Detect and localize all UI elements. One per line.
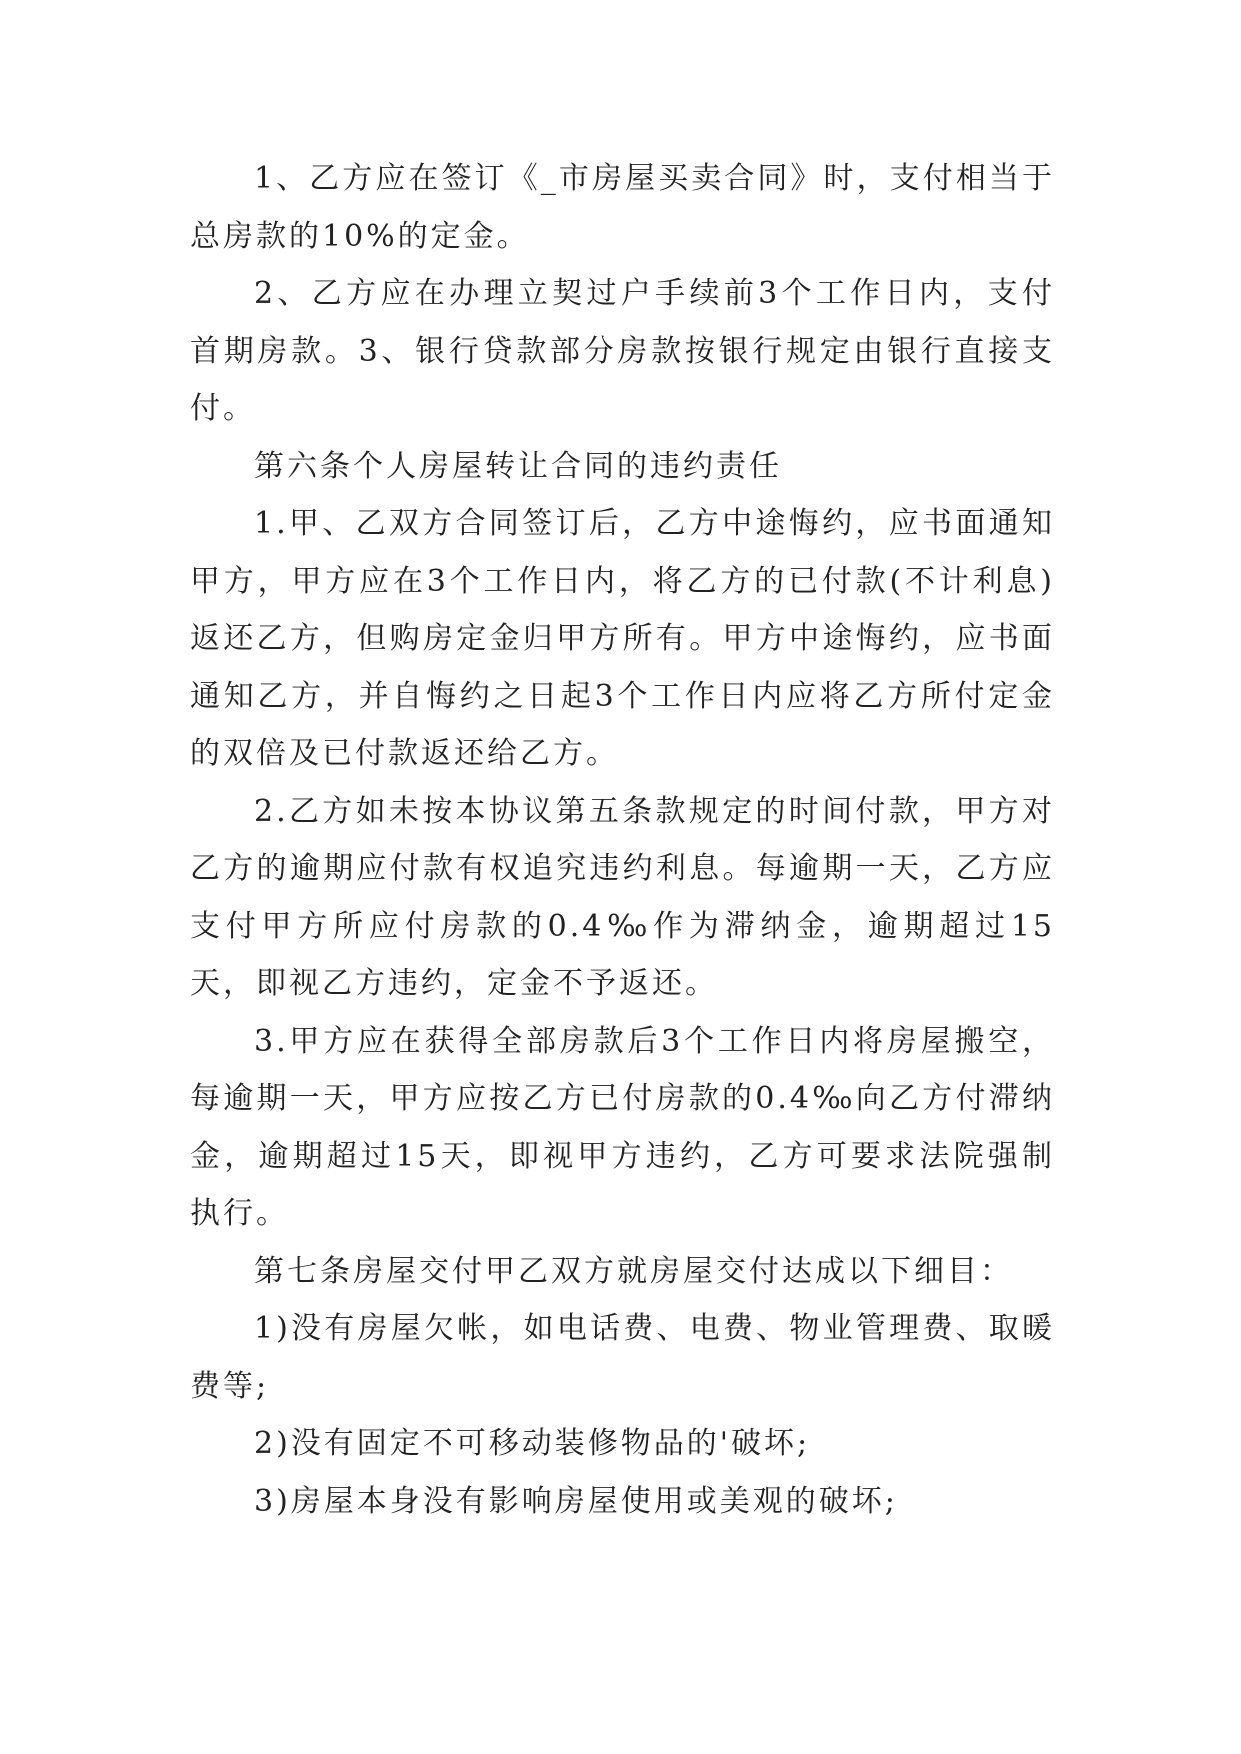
heading-article-six: 第六条个人房屋转让合同的违约责任 — [254, 448, 782, 484]
list-item-2: 2)没有固定不可移动装修物品的'破坏; — [254, 1426, 811, 1461]
document-page — [190, 150, 1055, 1530]
paragraph-breach-2: 2.乙方如未按本协议第五条款规定的时间付款，甲方对乙方的逾期应付款有权追究违约利息。每逾期一天，乙方应支付甲方所应付房款的0.4‰作为滞纳金，逾期超过15天，即视乙方违约，定金不予返还。 — [190, 793, 1055, 1001]
paragraph-breach-1: 1.甲、乙双方合同签订后，乙方中途悔约，应书面通知甲方，甲方应在3个工作日内，将乙方的已付款(不计利息)返还乙方，但购房定金归甲方所有。甲方中途悔约，应书面通知乙方，并自悔约之日起3个工作日内应将乙方所付定金的双倍及已付款返还给乙方。 — [190, 506, 1055, 771]
list-item-1: 1)没有房屋欠帐，如电话费、电费、物业管理费、取暖费等; — [190, 1311, 1055, 1404]
paragraph-breach-3: 3.甲方应在获得全部房款后3个工作日内将房屋搬空，每逾期一天，甲方应按乙方已付房款的0.4‰向乙方付滞纳金，逾期超过15天，即视甲方违约，乙方可要求法院强制执行。 — [190, 1023, 1055, 1231]
paragraph-deposit: 1、乙方应在签订《_市房屋买卖合同》时，支付相当于总房款的10%的定金。 — [190, 161, 1055, 254]
heading-article-seven: 第七条房屋交付甲乙双方就房屋交付达成以下细目： — [254, 1253, 1013, 1289]
paragraph-down-payment: 2、乙方应在办理立契过户手续前3个工作日内，支付首期房款。3、银行贷款部分房款按银行规定由银行直接支付。 — [190, 276, 1055, 426]
list-item-3: 3)房屋本身没有影响房屋使用或美观的破坏; — [254, 1483, 898, 1519]
